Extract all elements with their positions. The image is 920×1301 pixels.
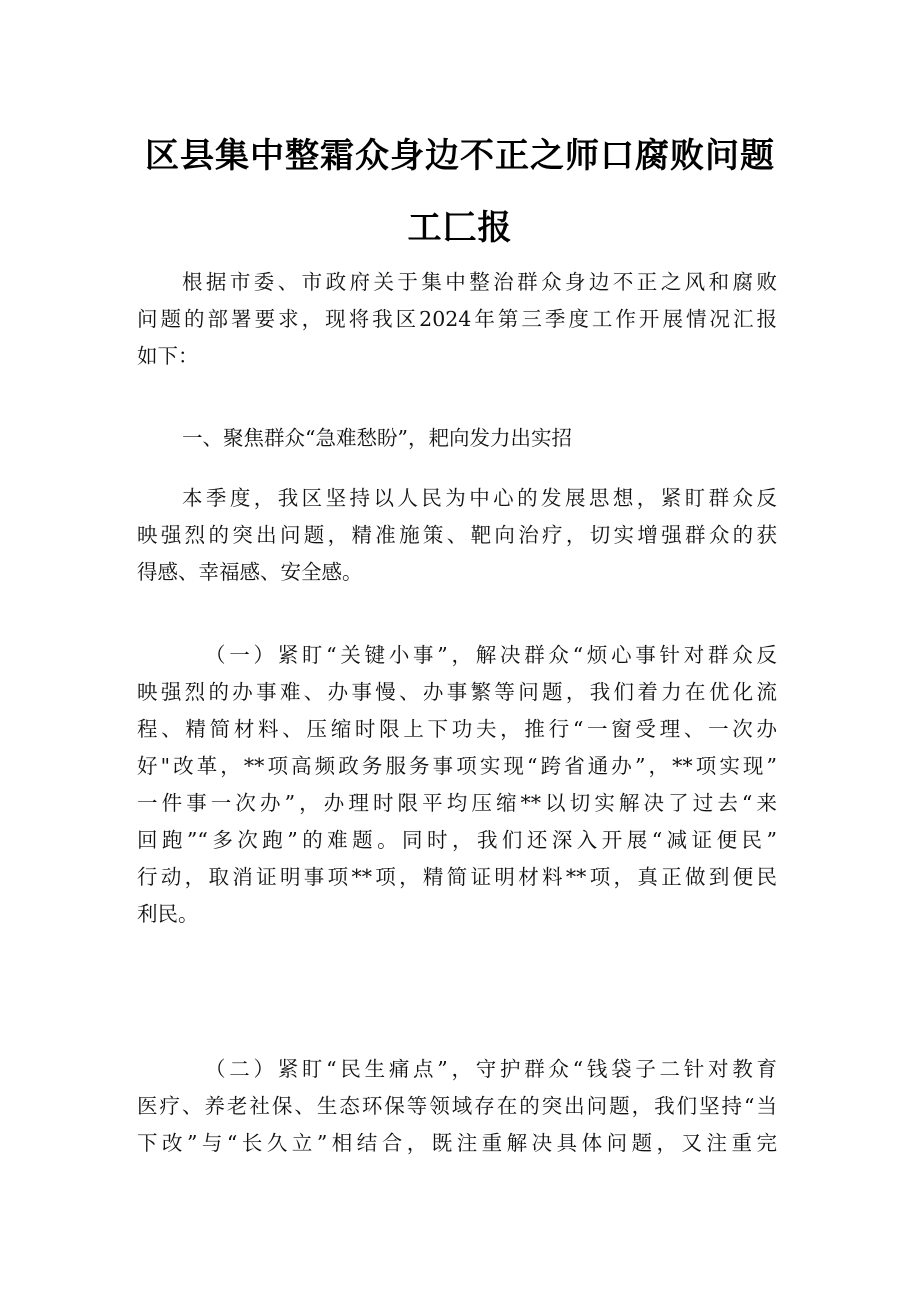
paragraph-line: 本季度，我区坚持以人民为中心的发展思想，紧盯群众反 xyxy=(182,486,777,510)
paragraph-line: 一件事一次办”，办理时限平均压缩**以切实解决了过去“来 xyxy=(137,791,777,815)
paragraph-line: 程、精简材料、压缩时限上下功夫，推行“一窗受理、一次办 xyxy=(137,717,777,741)
paragraph-line: 医疗、养老社保、生态环保等领域存在的突出问题，我们坚持“当 xyxy=(137,1094,777,1118)
paragraph-line: 映强烈的办事难、办事慢、办事繁等问题，我们着力在优化流 xyxy=(137,680,777,704)
item-2-paragraph xyxy=(137,1051,777,1162)
document-title-line-2: 工匚报 xyxy=(407,208,513,248)
document-title-line-1: 区县集中整霜众身边不正之师口腐败问题 xyxy=(145,136,775,176)
paragraph-line: 回跑”“多次跑”的难题。同时，我们还深入开展“减证便民” xyxy=(137,828,777,852)
paragraph-line: （二）紧盯“民生痛点”，守护群众“钱袋子二针对教育 xyxy=(205,1057,777,1081)
item-1-paragraph xyxy=(137,637,777,933)
paragraph-line: 好"改革，**项高频政务服务事项实现“跨省通办”，**项实现” xyxy=(137,754,777,778)
paragraph-line: 利民。 xyxy=(137,902,199,926)
paragraph-line: 问题的部署要求，现将我区2024年第三季度工作开展情况汇报 xyxy=(137,307,777,331)
paragraph-line: 得感、幸福感、安全感。 xyxy=(137,560,363,584)
section-heading xyxy=(137,420,777,457)
paragraph-line: 行动，取消证明事项**项，精简证明材料**项，真正做到便民 xyxy=(137,865,777,889)
paragraph-line: 如下： xyxy=(137,344,199,368)
section-1-heading: 一、聚焦群众“急难愁盼”，耙向发力出实招 xyxy=(182,426,572,450)
paragraph-line: 映强烈的突出问题，精准施策、靶向治疗，切实增强群众的获 xyxy=(137,523,777,547)
section-1-paragraph xyxy=(137,480,777,591)
intro-paragraph xyxy=(137,264,777,375)
paragraph-line: （一）紧盯“关键小事”，解决群众“烦心事针对群众反 xyxy=(205,643,777,667)
paragraph-line: 根据市委、市政府关于集中整治群众身边不正之风和腐败 xyxy=(182,270,777,294)
paragraph-line: 下改”与“长久立”相结合，既注重解决具体问题，又注重完 xyxy=(137,1131,777,1155)
